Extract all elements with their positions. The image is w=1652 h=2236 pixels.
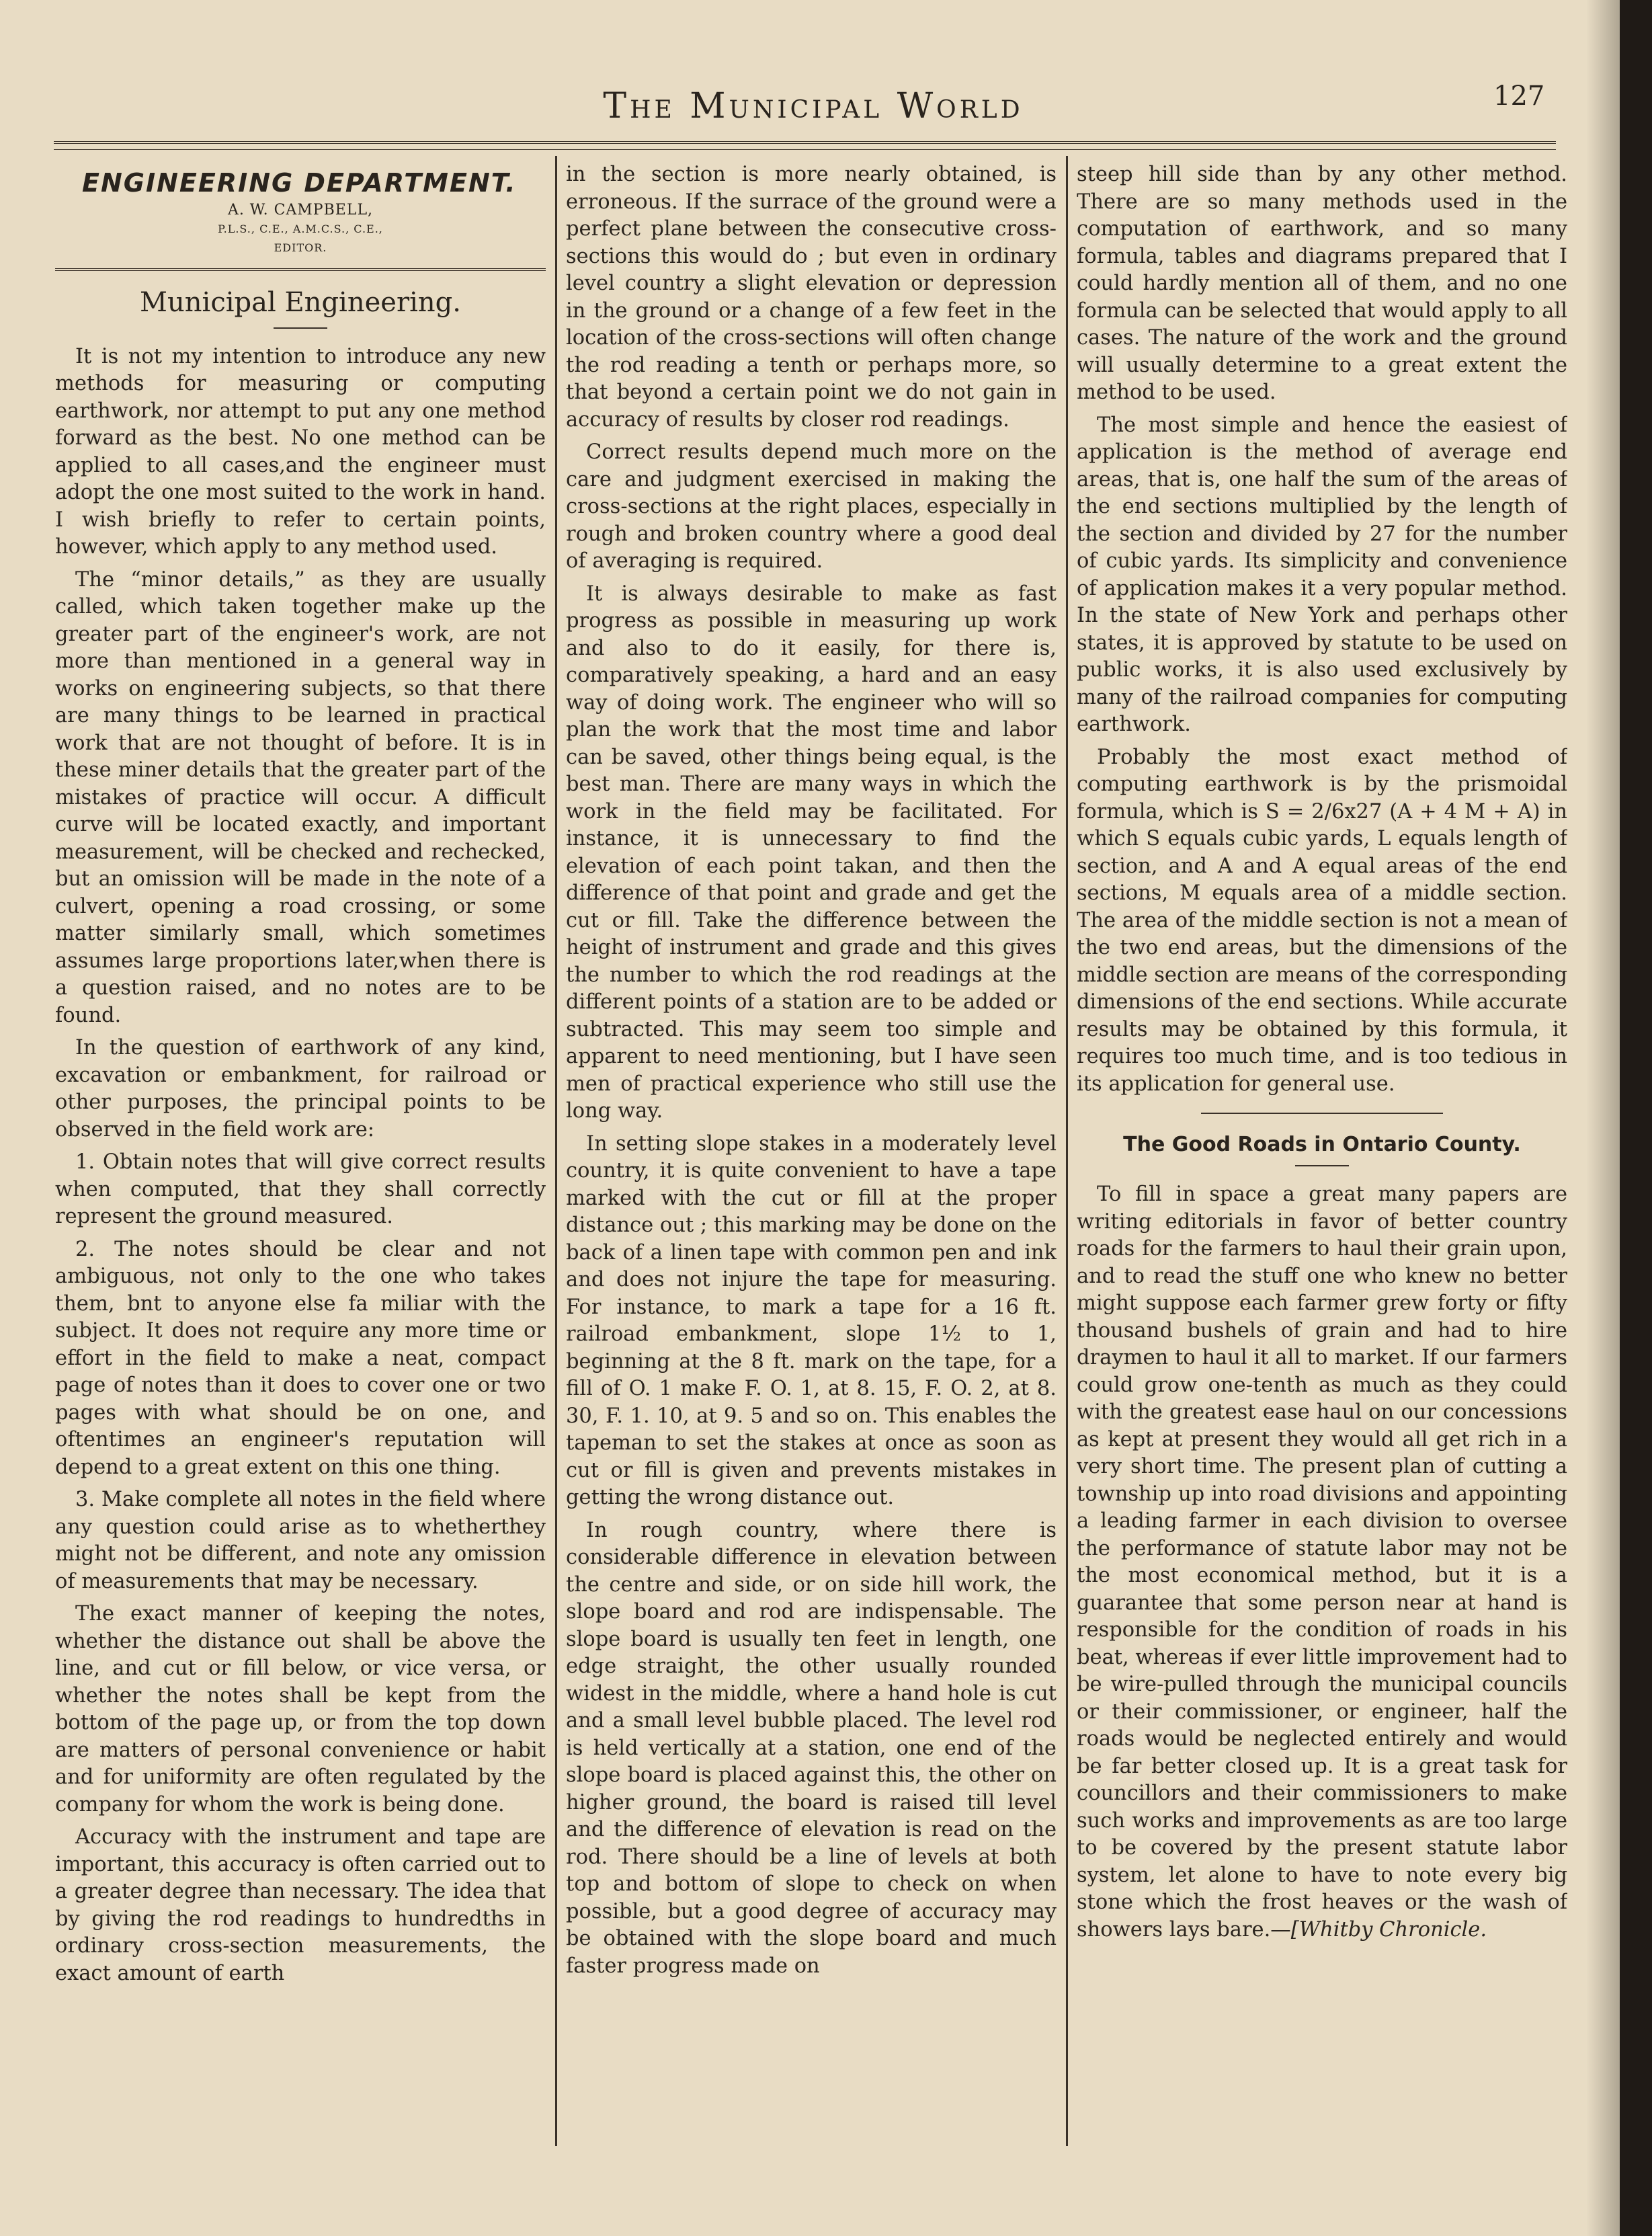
paragraph: In the question of earthwork of any kind, excavation or embankment, for railroad or other purposes, the principal points to be observed in the field work are: [55,1036,546,1142]
paragraph: The exact manner of keeping the notes, whether the distance out shall be above the line, and cut or fill below, or vice versa, or whether the notes shall be kept from the bottom of the page up, or from the top down are matters of personal convenience or habit and for uniformity are often regulated by the company for whom the work is being done. [55,1602,546,1816]
page-number: 127 [1493,81,1545,112]
column-3 [1077,161,1567,2192]
header-rule-thin [54,149,1556,150]
paragraph: steep hill side than by any other method. There are so many methods used in the computation of earthwork, and so many formula, tables and diagrams prepared that I could hardly mention all of them, and no one formula can be selected that would apply to all cases. The nature of the work and the ground will usually determine to a great extent the method to be used. [1077,163,1567,404]
paragraph: Accuracy with the instrument and tape are important, this accuracy is often carried out to a greater degree than necessary. The idea that by giving the rod readings to hundredths in ordinary cross-section measurements, the exact amount of earth [55,1825,546,1985]
paragraph [1077,1181,1567,1944]
paragraph: In setting slope stakes in a moderately level country, it is quite convenient to have a tape marked with the cut or fill at the proper distance out ; this marking may be done on the back of a linen tape with common pen and ink and does not injure the tape for measuring. For instance, to mark a tape for a 16 ft. railroad embankment, slope 1½ to 1, beginning at the 8 ft. mark on the tape, for a fill of O. 1 make F. O. 1, at 8. 15, F. O. 2, at 8. 30, F. 1. 10, at 9. 5 and so on. This enables the tapeman to set the stakes at once as soon as cut or fill is given and prevents mistakes in getting the wrong distance out. [566,1131,1057,1509]
editor-role: EDITOR. [274,241,327,254]
paragraph: Probably the most exact method of computing earthwork is by the prismoidal formula, which is S = 2/6x27 (A + 4 M + A) in which S equals cubic yards, L equals length of section, and A and A equal areas of the end sections, M equals area of a middle section. The area of the middle section is not a mean of the two end areas, but the dimensions of the middle section are means of the corresponding dimensions of the end sections. While accurate results may be obtained by this formula, it requires too much time, and is too tedious in its application for general use. [1077,745,1567,1096]
column-divider [555,156,557,2146]
article-title: Municipal Engineering. [140,286,461,318]
column-divider [1066,156,1068,2146]
page-edge-shadow [1586,0,1620,2236]
editor-name: A. W. CAMPBELL, [227,201,374,218]
column-2 [566,161,1057,2192]
paragraph: in the section is more nearly obtained, is erroneous. If the surrace of the ground were a perfect plane between the consecutive cross-sections this would do ; but even in ordinary level country a slight elevation or depression in the ground or a change of a few feet in the location of the cross-sections will often change the rod reading a tenth or perhaps more, so that beyond a certain point we do not gain in accuracy of results by closer rod readings. [566,163,1057,432]
article-separator [1201,1113,1443,1114]
paragraph: 1. Obtain notes that will give correct results when computed, that they shall correctly represent the ground measured. [55,1150,546,1228]
paragraph: The most simple and hence the easiest of application is the method of average end areas, that is, one half the sum of the areas of the end sections multiplied by the length of the section and divided by 27 for the number of cubic yards. Its simplicity and convenience of application makes it a very popular method. In the state of New York and perhaps other states, it is approved by statute to be used on public works, it is also used exclusively by many of the railroad companies for computing earthwork. [1077,413,1567,736]
paragraph: In rough country, where there is considerable difference in elevation between the centre and side, or on side hill work, the slope board and rod are indispensable. The slope board is usually ten feet in length, one edge straight, the other usually rounded widest in the middle, where a hand hole is cut and a small level bubble placed. The level rod is held vertically at a station, one end of the slope board is placed against this, the other on higher ground, the board is raised till level and the difference of elevation is read on the rod. There should be a line of levels at both top and bottom of slope to check on when possible, but a good degree of accuracy may be obtained with the slope board and much faster progress made on [566,1518,1057,1978]
source-credit: [Whitby Chronicle. [1290,1917,1487,1942]
editor-credentials: P.L.S., C.E., A.M.C.S., C.E., [218,222,383,235]
article-title: The Good Roads in Ontario County. [1123,1133,1521,1156]
department-title: ENGINEERING DEPARTMENT. [82,168,517,198]
paragraph: 3. Make complete all notes in the field where any question could arise as to whetherthey might not be different, and note any omission of measurements that may be necessary. [55,1488,546,1593]
paragraph: Correct results depend much more on the care and judgment exercised in making the cross-sections at the right places, especially in rough and broken country where a good deal of averaging is required. [566,440,1057,573]
paragraph: It is always desirable to make as fast progress as possible in measuring up work and also to do it easily, for there is, comparatively speaking, a hard and an easy way of doing work. The engineer who will so plan the work that the most time and labor can be saved, other things being equal, is the best man. There are many ways in which the work in the field may be facilitated. For instance, it is unnecessary to find the elevation of each point takan, and then the difference of that point and grade and get the cut or fill. Take the difference between the height of instrument and grade and this gives the number to which the rod readings at the different points of a station are to be added or subtracted. This may seem too simple and apparent to need mentioning, but I have seen men of practical experience who still use the long way. [566,582,1057,1123]
title-rule [1295,1165,1349,1166]
paragraph: The “minor details,” as they are usually called, which taken together make up the greater part of the engineer's work, are not more than mentioned in a general way in works on engineering subjects, so that there are many things to be learned in practical work that are not thought of before. It is in these miner details that the greater part of the mistakes of practice will occur. A difficult curve will be located exactly, and important measurement, will be checked and rechecked, but an omission will be made in the note of a culvert, opening a road crossing, or some matter similarly small, which sometimes assumes large proportions later,when there is a question raised, and no notes are to be found. [55,567,546,1027]
binding-spine [1620,0,1652,2236]
masthead: The Municipal World [603,86,1024,126]
article-body: To fill in space a great many papers are writing editorials in favor of better country roads for the farmers to haul their grain upon, and to read the stuff one who knew no better might suppose each farmer grew forty or fifty thousand bushels of grain and had to hire draymen to haul it all to market. If our farmers could grow one-tenth as much as they could with the greatest ease haul on our concessions as kept at present they would all get rich in a very short time. The present plan of cutting a township up into road divisions and appointing a leading farmer in each division to oversee the performance of statute labor may not be the most economical method, but it is a guarantee that some person near at hand is responsible for the condition of roads in his beat, whereas if ever little improvement had to be wire-pulled through the municipal councils or their commissioner, or engineer, half the roads would be neglected entirely and would be far better closed up. It is a great task for councillors and their commissioners to make such works and improvements as are too large to be covered by the present statute labor system, let alone to have to note every big stone which the frost heaves or the wash of showers lays bare.— [1077,1183,1567,1942]
paragraph: It is not my intention to introduce any new methods for measuring or computing earthwork, nor attempt to put any one method forward as the best. No one method can be applied to all cases,and the engineer must adopt the one most suited to the work in hand. I wish briefly to refer to certain points, however, which apply to any method used. [55,344,546,559]
column-1 [55,161,546,2192]
title-rule [274,327,327,329]
section-rule [55,268,546,271]
header-rule [54,141,1556,144]
paragraph: 2. The notes should be clear and not ambiguous, not only to the one who takes them, bnt to anyone else fa miliar with the subject. It does not require any more time or effort in the field to make a neat, compact page of notes than it does to cover one or two pages with what should be on one, and oftentimes an engineer's reputation will depend to a great extent on this one thing. [55,1237,546,1479]
